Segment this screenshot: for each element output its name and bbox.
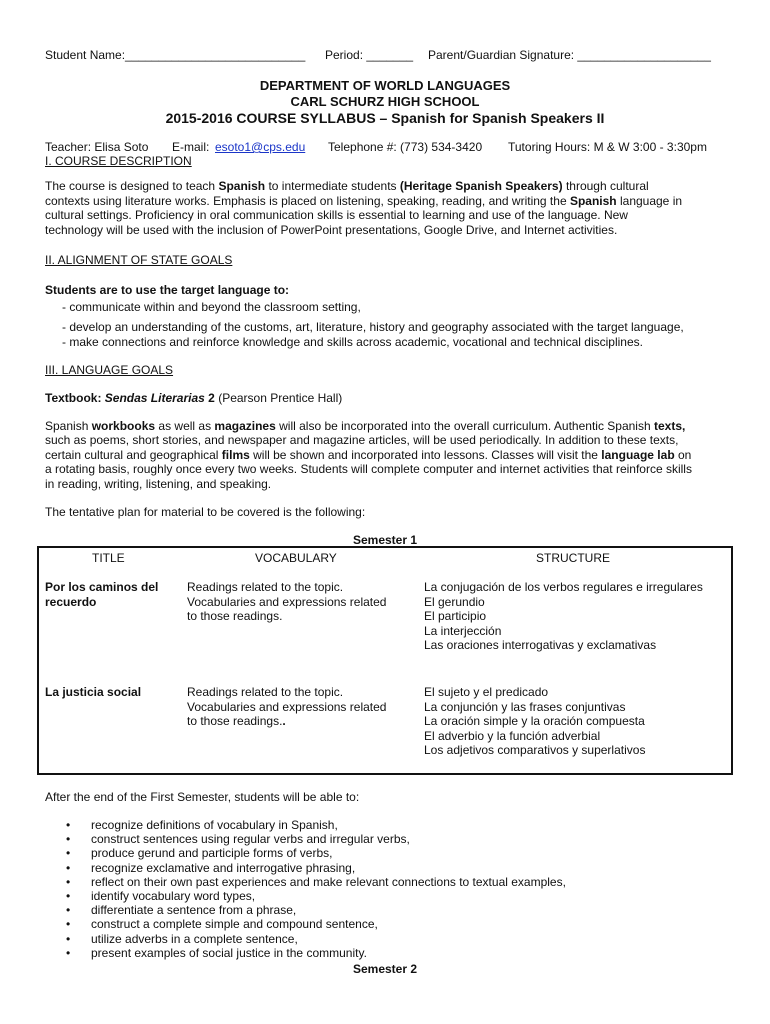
learning-outcomes-list xyxy=(66,818,566,960)
syllabus-title: 2015-2016 COURSE SYLLABUS – Spanish for Spanish Speakers II xyxy=(165,110,605,126)
bullet-icon: • xyxy=(66,888,71,903)
section-state-goals-heading: II. ALIGNMENT OF STATE GOALS xyxy=(45,253,233,267)
email-label: E-mail: xyxy=(172,140,210,154)
bullet-icon: • xyxy=(66,931,71,946)
list-item: • recognize exclamative and interrogative phrasing, xyxy=(66,860,356,875)
state-goal-item: - communicate within and beyond the classroom setting, xyxy=(62,300,361,314)
teacher-name: Teacher: Elisa Soto xyxy=(45,140,149,154)
bullet-icon: • xyxy=(66,832,71,847)
language-goals-paragraph-line: Spanish workbooks as well as magazines will also be incorporated into the overall curriculum. Authentic Spanish texts, xyxy=(45,419,686,433)
bullet-icon: • xyxy=(66,903,71,918)
unit-structure: El sujeto y el predicado La conjunción y las frases conjuntivas La oración simple y la oración compuesta El adverbio y la función adverbial Los adjetivos comparativos y superlativos xyxy=(424,685,646,758)
section-language-goals-heading: III. LANGUAGE GOALS xyxy=(45,363,174,377)
semester-2-label: Semester 2 xyxy=(352,962,418,976)
table-header-title: TITLE xyxy=(92,551,125,565)
bullet-icon: • xyxy=(66,860,71,875)
unit-title: Por los caminos del recuerdo xyxy=(45,580,159,609)
bullet-icon: • xyxy=(66,917,71,932)
state-goal-item: - develop an understanding of the customs, art, literature, history and geography associated with the target language, xyxy=(62,320,684,334)
list-item: • produce gerund and participle forms of verbs, xyxy=(66,846,333,861)
after-semester-intro: After the end of the First Semester, students will be able to: xyxy=(45,790,360,804)
tentative-plan-text: The tentative plan for material to be covered is the following: xyxy=(45,505,366,519)
list-item: • construct a complete simple and compound sentence, xyxy=(66,917,378,932)
language-goals-paragraph-line: certain cultural and geographical films will be shown and incorporated into lessons. Classes will visit the language lab on xyxy=(45,448,692,462)
telephone: Telephone #: (773) 534-3420 xyxy=(328,140,483,154)
student-name-field: Student Name:___________________________ xyxy=(45,48,306,62)
table-header-vocabulary: VOCABULARY xyxy=(255,551,337,565)
semester-1-label: Semester 1 xyxy=(352,533,418,547)
list-item: • recognize definitions of vocabulary in Spanish, xyxy=(66,818,338,832)
list-item: • construct sentences using regular verbs and irregular verbs, xyxy=(66,832,410,847)
state-goals-intro: Students are to use the target language to: xyxy=(45,283,290,297)
bullet-icon: • xyxy=(66,945,71,960)
table-header-structure: STRUCTURE xyxy=(536,551,610,565)
textbook-line: Textbook: Sendas Literarias 2 (Pearson Prentice Hall) xyxy=(45,391,343,405)
section-course-description-heading: I. COURSE DESCRIPTION xyxy=(45,154,192,168)
tutoring-hours: Tutoring Hours: M & W 3:00 - 3:30pm xyxy=(508,140,707,154)
school-title: CARL SCHURZ HIGH SCHOOL xyxy=(290,94,480,109)
unit-structure: La conjugación de los verbos regulares e irregulares El gerundio El participio La interjección Las oraciones interrogativas y exclamativas xyxy=(424,580,703,653)
course-description-line: cultural settings. Proficiency in oral communication skills is essential to learning and use of the language. New xyxy=(45,208,628,222)
department-title: DEPARTMENT OF WORLD LANGUAGES xyxy=(259,78,511,93)
semester-1-table xyxy=(37,546,733,775)
course-description-line: contexts using literature works. Emphasis is placed on listening, speaking, reading, and writing the Spanish language in xyxy=(45,194,683,208)
unit-title: La justicia social xyxy=(45,685,142,699)
language-goals-paragraph-line: in reading, writing, listening, and speaking. xyxy=(45,477,272,491)
list-item: • identify vocabulary word types, xyxy=(66,888,256,903)
bullet-icon: • xyxy=(66,818,71,832)
list-item: • differentiate a sentence from a phrase, xyxy=(66,903,297,918)
course-description-line: technology will be used with the inclusion of PowerPoint presentations, Google Drive, and Internet activities. xyxy=(45,223,618,237)
list-item: • reflect on their own past experiences and make relevant connections to textual examples, xyxy=(66,874,566,889)
language-goals-paragraph-line: such as poems, short stories, and newspaper and magazine articles, will be used periodically. In addition to these texts, xyxy=(45,433,679,447)
state-goal-item: - make connections and reinforce knowledge and skills across academic, vocational and technical disciplines. xyxy=(62,335,643,349)
email-link[interactable]: esoto1@cps.edu xyxy=(215,140,306,154)
unit-vocabulary: Readings related to the topic. Vocabularies and expressions related to those readings.. xyxy=(187,685,387,729)
course-description-line: The course is designed to teach Spanish to intermediate students (Heritage Spanish Speakers) through cultural xyxy=(45,179,649,193)
period-field: Period: _______ xyxy=(325,48,414,62)
unit-vocabulary: Readings related to the topic. Vocabularies and expressions related to those readings. xyxy=(187,580,387,624)
bullet-icon: • xyxy=(66,846,71,861)
bullet-icon: • xyxy=(66,874,71,889)
list-item: • present examples of social justice in the community. xyxy=(66,945,367,960)
parent-signature-field: Parent/Guardian Signature: ____________________ xyxy=(428,48,711,62)
list-item: • utilize adverbs in a complete sentence, xyxy=(66,931,298,946)
language-goals-paragraph-line: a rotating basis, roughly once every two weeks. Students will complete computer and internet activities that reinforce skills xyxy=(45,462,692,476)
